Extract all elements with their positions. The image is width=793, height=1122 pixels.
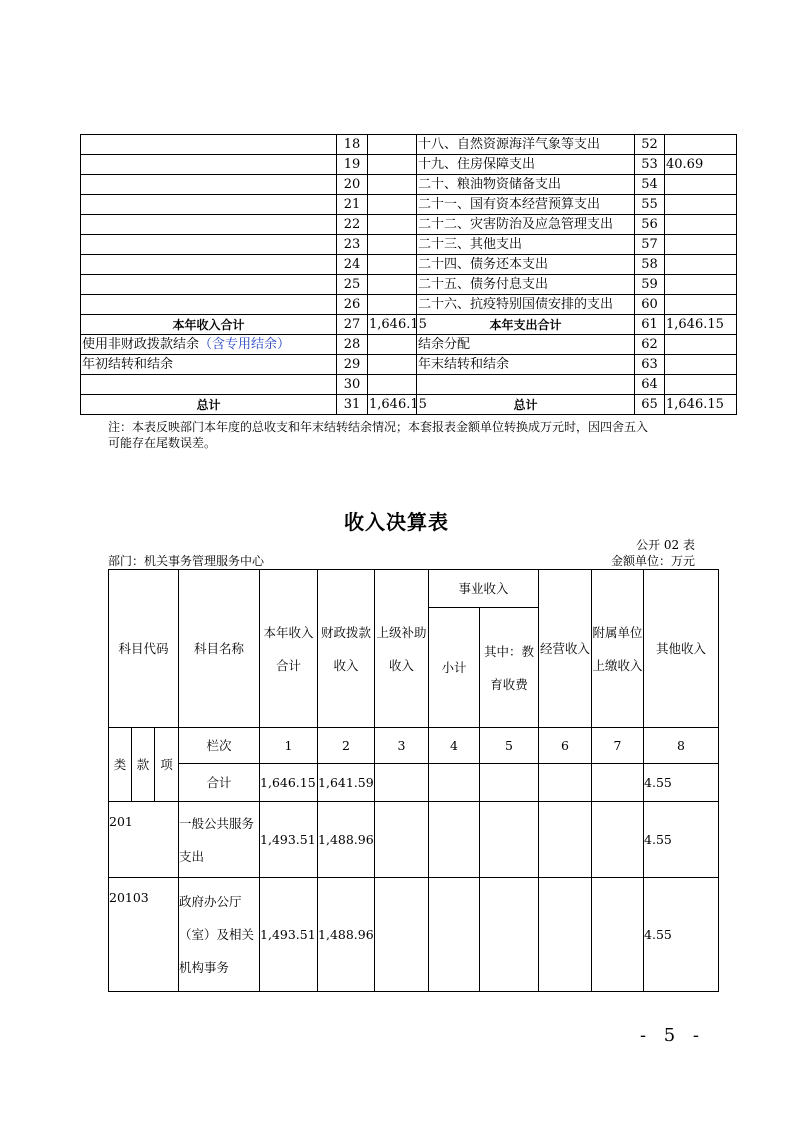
left-value (368, 275, 417, 295)
left-value (368, 295, 417, 315)
table-row (81, 215, 737, 235)
left-label (81, 255, 337, 275)
left-line-no: 24 (337, 255, 368, 275)
right-value (665, 355, 737, 375)
header-fiscal: 财政拨款 收入 (318, 570, 375, 728)
page-number: - 5 - (639, 1025, 705, 1046)
col-7: 7 (592, 728, 644, 764)
col-3: 3 (375, 728, 429, 764)
row-code: 20103 (109, 878, 179, 992)
header-superior: 上级补助 收入 (375, 570, 429, 728)
right-line-no: 55 (635, 195, 665, 215)
right-value (665, 275, 737, 295)
row-fiscal: 1,488.96 (318, 802, 375, 878)
left-value (368, 195, 417, 215)
right-line-no: 65 (635, 395, 665, 415)
right-value (665, 175, 737, 195)
left-line-no: 18 (337, 135, 368, 155)
left-line-no: 23 (337, 235, 368, 255)
right-line-no: 62 (635, 335, 665, 355)
table-row (81, 175, 737, 195)
left-label (81, 175, 337, 195)
left-value (368, 155, 417, 175)
left-value (368, 375, 417, 395)
right-value: 1,646.15 (665, 395, 737, 415)
header-other: 其他收入 (644, 570, 719, 728)
left-label-extra: （含专用结余） (199, 336, 291, 352)
right-line-no: 59 (635, 275, 665, 295)
right-line-no: 54 (635, 175, 665, 195)
right-value (665, 195, 737, 215)
sum-affiliate (592, 764, 644, 802)
form-number: 公开 02 表 (636, 538, 695, 552)
sum-superior (375, 764, 429, 802)
header-operating: 经营收入 (539, 570, 592, 728)
right-line-no: 56 (635, 215, 665, 235)
page-title: 收入决算表 (344, 510, 449, 534)
left-label (81, 375, 337, 395)
right-line-no: 64 (635, 375, 665, 395)
left-value (368, 335, 417, 355)
header-lei: 类 (109, 728, 132, 802)
right-label: 二十二、灾害防治及应急管理支出 (417, 215, 635, 235)
table-row (81, 335, 737, 355)
right-label: 本年支出合计 (417, 315, 635, 335)
summary-table (80, 134, 737, 415)
row-operating (539, 878, 592, 992)
right-line-no: 58 (635, 255, 665, 275)
left-line-no: 19 (337, 155, 368, 175)
sum-operating (539, 764, 592, 802)
left-value (368, 355, 417, 375)
left-value (368, 215, 417, 235)
row-affiliate (592, 802, 644, 878)
right-value (665, 255, 737, 275)
table-row (81, 395, 737, 415)
row-fiscal: 1,488.96 (318, 878, 375, 992)
row-superior (375, 802, 429, 878)
left-line-no: 20 (337, 175, 368, 195)
row-total: 1,493.51 (260, 802, 318, 878)
table-row (109, 878, 719, 992)
right-label: 总计 (417, 395, 635, 415)
left-label (81, 155, 337, 175)
right-value (665, 335, 737, 355)
left-label: 总计 (81, 395, 337, 415)
right-line-no: 57 (635, 235, 665, 255)
sum-fiscal: 1,641.59 (318, 764, 375, 802)
header-affiliate: 附属单位 上缴收入 (592, 570, 644, 728)
unit-label: 金额单位：万元 (610, 554, 695, 568)
right-line-no: 63 (635, 355, 665, 375)
left-label (81, 235, 337, 255)
table-row (81, 315, 737, 335)
right-value: 40.69 (665, 155, 737, 175)
left-label (81, 335, 337, 355)
col-2: 2 (318, 728, 375, 764)
row-edu (480, 802, 539, 878)
left-value (368, 135, 417, 155)
header-xiang: 项 (155, 728, 179, 802)
col-5: 5 (480, 728, 539, 764)
right-label: 二十四、债务还本支出 (417, 255, 635, 275)
col-1: 1 (260, 728, 318, 764)
left-line-no: 29 (337, 355, 368, 375)
sum-edu (480, 764, 539, 802)
right-line-no: 61 (635, 315, 665, 335)
left-value: 1,646.15 (368, 315, 417, 335)
table-row (81, 195, 737, 215)
right-value (665, 375, 737, 395)
right-value (665, 215, 737, 235)
col-4: 4 (429, 728, 480, 764)
sum-label: 合计 (179, 764, 260, 802)
sum-other: 4.55 (644, 764, 719, 802)
left-line-no: 25 (337, 275, 368, 295)
left-line-no: 21 (337, 195, 368, 215)
right-value (665, 135, 737, 155)
table-row (81, 275, 737, 295)
left-line-no: 26 (337, 295, 368, 315)
sum-total: 1,646.15 (260, 764, 318, 802)
left-value (368, 175, 417, 195)
left-value (368, 235, 417, 255)
table-row (81, 135, 737, 155)
header-kuan: 款 (132, 728, 155, 802)
row-total: 1,493.51 (260, 878, 318, 992)
header-total: 本年收入 合计 (260, 570, 318, 728)
header-name: 科目名称 (179, 570, 260, 728)
left-value: 1,646.15 (368, 395, 417, 415)
left-value (368, 255, 417, 275)
right-line-no: 53 (635, 155, 665, 175)
table-row (109, 802, 719, 878)
right-label: 结余分配 (417, 335, 635, 355)
income-table (108, 569, 719, 992)
header-subtotal: 小计 (429, 608, 480, 728)
right-line-no: 60 (635, 295, 665, 315)
note-line-2: 可能存在尾数误差。 (108, 436, 217, 450)
left-label: 年初结转和结余 (81, 355, 337, 375)
table-row (81, 295, 737, 315)
right-value (665, 235, 737, 255)
header-code: 科目代码 (109, 570, 179, 728)
row-other: 4.55 (644, 878, 719, 992)
row-subtotal (429, 802, 480, 878)
header-edu: 其中：教 育收费 (480, 608, 539, 728)
row-code: 201 (109, 802, 179, 878)
left-label (81, 215, 337, 235)
right-label: 十八、自然资源海洋气象等支出 (417, 135, 635, 155)
department-label: 部门：机关事务管理服务中心 (108, 554, 265, 568)
row-name: 政府办公厅 （室）及相关 机构事务 (179, 878, 260, 992)
left-line-no: 22 (337, 215, 368, 235)
right-value (665, 295, 737, 315)
header-business: 事业收入 (429, 570, 539, 608)
table-row (81, 235, 737, 255)
left-label-text: 使用非财政拨款结余 (82, 336, 200, 352)
table-note (108, 419, 728, 451)
row-superior (375, 878, 429, 992)
right-label: 十九、住房保障支出 (417, 155, 635, 175)
col-8: 8 (644, 728, 719, 764)
right-label: 二十六、抗疫特别国债安排的支出 (417, 295, 635, 315)
left-label (81, 195, 337, 215)
right-label: 二十一、国有资本经营预算支出 (417, 195, 635, 215)
right-label: 二十三、其他支出 (417, 235, 635, 255)
left-line-no: 28 (337, 335, 368, 355)
row-other: 4.55 (644, 802, 719, 878)
right-value: 1,646.15 (665, 315, 737, 335)
left-label (81, 295, 337, 315)
column-label: 栏次 (179, 728, 260, 764)
row-name: 一般公共服务 支出 (179, 802, 260, 878)
col-6: 6 (539, 728, 592, 764)
right-label: 年末结转和结余 (417, 355, 635, 375)
table-row (81, 375, 737, 395)
left-line-no: 31 (337, 395, 368, 415)
left-line-no: 30 (337, 375, 368, 395)
right-label (417, 375, 635, 395)
right-label: 二十五、债务付息支出 (417, 275, 635, 295)
left-line-no: 27 (337, 315, 368, 335)
right-line-no: 52 (635, 135, 665, 155)
note-line-1: 注：本表反映部门本年度的总收支和年末结转结余情况；本套报表金额单位转换成万元时，因四舍五入 (108, 420, 649, 434)
left-label (81, 275, 337, 295)
row-affiliate (592, 878, 644, 992)
table-row (81, 355, 737, 375)
table-row (81, 255, 737, 275)
right-label: 二十、粮油物资储备支出 (417, 175, 635, 195)
row-edu (480, 878, 539, 992)
row-subtotal (429, 878, 480, 992)
row-operating (539, 802, 592, 878)
left-label (81, 135, 337, 155)
sum-subtotal (429, 764, 480, 802)
left-label: 本年收入合计 (81, 315, 337, 335)
table-row (81, 155, 737, 175)
